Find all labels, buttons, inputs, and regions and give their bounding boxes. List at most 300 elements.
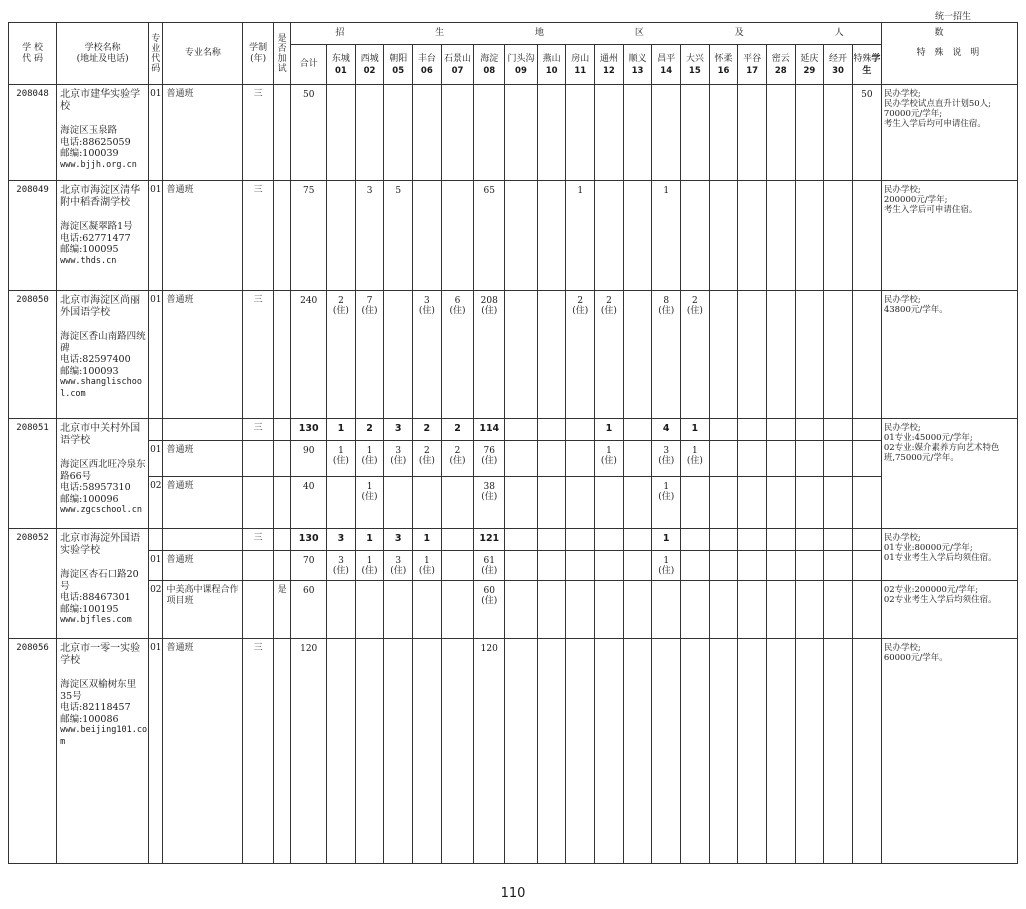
district-02 — [355, 85, 384, 181]
district-30 — [824, 551, 853, 581]
district-15-lodging: (住) — [686, 456, 703, 466]
district-name: 顺义 — [628, 53, 647, 64]
district-name: 门头沟 — [507, 53, 535, 64]
district-name: 燕山 — [542, 53, 561, 64]
district-02-value: 1 — [366, 446, 373, 456]
header-extra-test — [273, 23, 290, 85]
enroll-title-text: 招 生 地 区 及 人 数 — [335, 28, 988, 38]
school-website: www.beijing101.com — [60, 725, 148, 747]
major-name: 普通班 — [163, 181, 243, 291]
district-08-lodging: (住) — [481, 596, 498, 606]
note-line: 43800元/学年。 — [883, 305, 948, 315]
duration: 三 — [243, 639, 274, 864]
special-students — [852, 419, 881, 441]
header-extra-test-line: 是 — [277, 33, 287, 44]
district-09 — [505, 181, 538, 291]
summary-district-16 — [709, 419, 738, 441]
school-phone: 电话:58957310 — [60, 482, 131, 493]
district-14-value: 1 — [663, 556, 670, 566]
header-school-code-line: 学 校 — [22, 42, 43, 53]
district-30 — [824, 477, 853, 529]
district-15 — [681, 639, 710, 864]
summary-district-09 — [505, 529, 538, 551]
district-17 — [738, 551, 767, 581]
school-address: 海淀区玉泉路 — [60, 125, 118, 136]
school-website: www.bjfles.com — [60, 615, 132, 625]
district-12-lodging: (住) — [600, 306, 617, 316]
extra-test — [273, 291, 290, 419]
district-name: 朝阳 — [389, 53, 408, 64]
enrollment-table — [8, 22, 1018, 864]
summary-district-09 — [505, 419, 538, 441]
district-28 — [766, 581, 795, 639]
summary-district-28 — [766, 529, 795, 551]
district-15-value: 2 — [691, 296, 698, 306]
district-11 — [566, 85, 595, 181]
duration — [243, 551, 274, 581]
note-line: 民办学校试点直升计划50人; — [883, 99, 991, 109]
district-12 — [595, 181, 624, 291]
header-district-02 — [355, 45, 384, 85]
district-11: 1 — [566, 181, 595, 291]
district-01 — [327, 581, 356, 639]
district-06-lodging: (住) — [418, 456, 435, 466]
duration: 三 — [243, 419, 274, 441]
summary-district-28 — [766, 419, 795, 441]
district-name: 西城 — [360, 53, 379, 64]
district-09 — [505, 291, 538, 419]
district-08: 65 — [474, 181, 505, 291]
district-28 — [766, 291, 795, 419]
note-line: 70000元/学年; — [883, 109, 943, 119]
district-06 — [413, 551, 442, 581]
district-09 — [505, 639, 538, 864]
district-09 — [505, 581, 538, 639]
header-district-16 — [709, 45, 738, 85]
summary-district-06: 2 — [413, 419, 442, 441]
district-05 — [384, 551, 413, 581]
note-line: 02专业:媒介素养方向艺术特色班,75000元/学年。 — [883, 443, 1000, 463]
district-code: 05 — [392, 65, 405, 76]
district-02 — [355, 477, 384, 529]
district-code: 12 — [603, 65, 615, 76]
major-total: 75 — [291, 181, 327, 291]
header-extra-test-line: 否 — [277, 43, 287, 54]
district-01-value: 3 — [338, 556, 344, 566]
district-07-lodging: (住) — [449, 456, 466, 466]
district-07 — [441, 291, 474, 419]
summary-district-02: 2 — [355, 419, 384, 441]
district-10 — [537, 85, 566, 181]
district-14 — [652, 581, 681, 639]
district-29 — [795, 181, 824, 291]
note-line: 民办学校; — [883, 89, 921, 99]
special-students — [852, 639, 881, 864]
district-08-value: 76 — [483, 446, 495, 456]
district-29 — [795, 291, 824, 419]
district-15 — [681, 477, 710, 529]
district-12 — [595, 441, 624, 477]
header-duration-line: (年) — [250, 53, 267, 64]
major-name: 普通班 — [163, 639, 243, 864]
district-09 — [505, 85, 538, 181]
summary-district-02: 1 — [355, 529, 384, 551]
note-line: 民办学校; — [883, 295, 921, 305]
summary-district-01: 1 — [327, 419, 356, 441]
district-11 — [566, 441, 595, 477]
district-30 — [824, 85, 853, 181]
district-29 — [795, 441, 824, 477]
district-30 — [824, 291, 853, 419]
major-name: 普通班 — [163, 551, 243, 581]
special-notes-cell — [881, 181, 1017, 291]
extra-test — [273, 85, 290, 181]
district-02-lodging: (住) — [361, 306, 378, 316]
summary-total: 130 — [291, 419, 327, 441]
summary-district-07: 2 — [441, 419, 474, 441]
school-info — [60, 459, 148, 517]
major-code: 01 — [149, 291, 163, 419]
district-06 — [413, 639, 442, 864]
special-students: 50 — [852, 85, 881, 181]
header-district-08 — [474, 45, 505, 85]
summary-district-10 — [537, 419, 566, 441]
district-11 — [566, 581, 595, 639]
school-phone: 电话:82118457 — [60, 702, 131, 713]
district-name: 海淀 — [480, 53, 499, 64]
header-major-code-line: 专 — [151, 33, 161, 44]
special-students — [852, 529, 881, 551]
major-name: 普通班 — [163, 291, 243, 419]
district-10 — [537, 551, 566, 581]
duration — [243, 441, 274, 477]
major-code: 01 — [149, 181, 163, 291]
district-05 — [384, 477, 413, 529]
summary-district-11 — [566, 419, 595, 441]
district-28 — [766, 477, 795, 529]
summary-district-06: 1 — [413, 529, 442, 551]
district-06-lodging: (住) — [418, 566, 435, 576]
district-code: 08 — [483, 65, 496, 76]
district-14 — [652, 639, 681, 864]
school-postcode: 邮编:100195 — [60, 603, 119, 615]
district-10 — [537, 291, 566, 419]
district-10 — [537, 639, 566, 864]
district-13 — [623, 291, 652, 419]
district-06 — [413, 291, 442, 419]
school-address: 海淀区杏石口路20号 — [60, 569, 139, 592]
district-06 — [413, 581, 442, 639]
note-line: 02专业:200000元/学年; — [883, 585, 979, 595]
header-enroll-title — [291, 23, 988, 45]
district-17 — [738, 441, 767, 477]
district-07 — [441, 181, 474, 291]
district-code: 16 — [717, 65, 730, 76]
summary-district-08: 114 — [474, 419, 505, 441]
note-line: 民办学校; — [883, 185, 921, 195]
district-12-value: 1 — [606, 446, 612, 456]
duration — [243, 581, 274, 639]
district-05 — [384, 291, 413, 419]
district-05 — [384, 441, 413, 477]
district-28 — [766, 85, 795, 181]
district-11-value: 2 — [577, 296, 584, 306]
district-05-value: 3 — [395, 556, 402, 566]
district-code: 17 — [746, 65, 759, 76]
district-code: 13 — [631, 65, 644, 76]
district-02 — [355, 639, 384, 864]
district-code: 15 — [688, 65, 701, 76]
note-line: 01专业考生入学后均须住宿。 — [883, 553, 997, 563]
major-total: 60 — [291, 581, 327, 639]
district-01 — [327, 441, 356, 477]
district-name: 东城 — [331, 53, 350, 64]
district-11 — [566, 477, 595, 529]
header-school-name-line: (地址及电话) — [76, 53, 129, 64]
district-09 — [505, 477, 538, 529]
district-29 — [795, 85, 824, 181]
district-28 — [766, 441, 795, 477]
major-total: 40 — [291, 477, 327, 529]
district-16 — [709, 441, 738, 477]
district-12-lodging: (住) — [600, 456, 617, 466]
page-number: 110 — [500, 886, 526, 901]
district-02 — [355, 551, 384, 581]
district-15-lodging: (住) — [686, 306, 703, 316]
district-09 — [505, 441, 538, 477]
summary-district-17 — [738, 419, 767, 441]
major-name: 普通班 — [163, 85, 243, 181]
major-name — [163, 419, 243, 441]
major-code — [149, 419, 163, 441]
note-line: 01专业:45000元/学年; — [883, 433, 973, 443]
note-line: 民办学校; — [883, 533, 921, 543]
district-11 — [566, 551, 595, 581]
school-name-cell — [57, 291, 149, 419]
district-name: 延庆 — [800, 53, 819, 64]
header-major-code-line: 代 — [151, 53, 161, 64]
school-info — [60, 569, 148, 627]
extra-test — [273, 477, 290, 529]
district-02-value: 7 — [366, 296, 373, 306]
district-code: 11 — [574, 65, 587, 76]
school-postcode: 邮编:100095 — [60, 244, 119, 255]
summary-district-14: 1 — [652, 529, 681, 551]
district-05 — [384, 581, 413, 639]
district-code: 06 — [420, 65, 433, 76]
district-17 — [738, 639, 767, 864]
district-01 — [327, 181, 356, 291]
district-code: 14 — [660, 65, 673, 76]
district-01-value: 2 — [338, 296, 344, 306]
district-14 — [652, 291, 681, 419]
header-district-05 — [384, 45, 413, 85]
district-05 — [384, 85, 413, 181]
district-17 — [738, 581, 767, 639]
district-06 — [413, 441, 442, 477]
header-school-code-line: 代 码 — [22, 53, 43, 64]
district-07 — [441, 477, 474, 529]
duration: 三 — [243, 291, 274, 419]
school-info — [60, 125, 148, 171]
school-website: www.zgcschool.cn — [60, 505, 142, 515]
extra-test — [273, 639, 290, 864]
corner-label: 统一招生 — [935, 12, 972, 22]
district-01-lodging: (住) — [332, 306, 349, 316]
school-code: 208056 — [9, 639, 57, 864]
header-district-10 — [537, 45, 566, 85]
summary-district-11 — [566, 529, 595, 551]
district-08-lodging: (住) — [481, 566, 498, 576]
district-11-lodging: (住) — [572, 306, 589, 316]
district-13 — [623, 441, 652, 477]
district-17 — [738, 477, 767, 529]
header-school-name-line: 学校名称 — [84, 42, 121, 53]
district-name: 丰台 — [417, 53, 436, 64]
district-01-lodging: (住) — [332, 456, 349, 466]
district-10 — [537, 181, 566, 291]
note-line: 60000元/学年。 — [883, 653, 948, 663]
district-14 — [652, 85, 681, 181]
district-12 — [595, 639, 624, 864]
district-11 — [566, 291, 595, 419]
major-total: 70 — [291, 551, 327, 581]
duration: 三 — [243, 529, 274, 551]
school-name-cell — [57, 85, 149, 181]
summary-district-15: 1 — [681, 419, 710, 441]
header-district-07 — [441, 45, 474, 85]
special-notes-cell — [881, 291, 1017, 419]
note-line: 02专业考生入学后均须住宿。 — [883, 595, 997, 605]
district-14 — [652, 441, 681, 477]
header-major-name: 专业名称 — [163, 23, 243, 85]
special-students — [852, 441, 881, 477]
district-06 — [413, 85, 442, 181]
major-code: 02 — [149, 581, 163, 639]
school-name: 北京市中关村外国语学校 — [60, 423, 141, 446]
district-30 — [824, 581, 853, 639]
district-01 — [327, 477, 356, 529]
district-13 — [623, 181, 652, 291]
district-28 — [766, 551, 795, 581]
special-students — [852, 291, 881, 419]
school-phone: 电话:88467301 — [60, 592, 131, 603]
school-code: 208050 — [9, 291, 57, 419]
district-code: 01 — [335, 65, 347, 76]
district-02-value: 1 — [366, 482, 373, 492]
district-16 — [709, 639, 738, 864]
special-notes-cell — [881, 419, 1017, 529]
district-29 — [795, 477, 824, 529]
major-code: 01 — [149, 441, 163, 477]
school-postcode: 邮编:100039 — [60, 148, 119, 159]
district-17 — [738, 291, 767, 419]
district-13 — [623, 85, 652, 181]
district-15 — [681, 181, 710, 291]
special-line special-bold: 学生 — [862, 53, 881, 76]
district-01 — [327, 291, 356, 419]
district-05: 5 — [384, 181, 413, 291]
major-code: 01 — [149, 639, 163, 864]
school-name: 北京市建华实验学校 — [60, 89, 141, 112]
special-students — [852, 581, 881, 639]
major-code — [149, 529, 163, 551]
summary-district-14: 4 — [652, 419, 681, 441]
school-address: 海淀区凝翠路1号 — [60, 221, 133, 232]
district-10 — [537, 581, 566, 639]
district-15 — [681, 85, 710, 181]
note-line: 01专业:80000元/学年; — [883, 543, 973, 553]
district-02-lodging: (住) — [361, 456, 378, 466]
special-students — [852, 551, 881, 581]
school-info — [60, 331, 148, 400]
summary-district-30 — [824, 419, 853, 441]
district-01-lodging: (住) — [332, 566, 349, 576]
district-06-value: 2 — [423, 446, 430, 456]
district-13 — [623, 639, 652, 864]
duration — [243, 477, 274, 529]
district-16 — [709, 581, 738, 639]
district-code: 28 — [774, 65, 787, 76]
school-name: 北京市海淀区尚丽外国语学校 — [60, 295, 141, 318]
district-02-lodging: (住) — [361, 492, 378, 502]
district-28 — [766, 639, 795, 864]
school-address: 海淀区双榆树东里35号 — [60, 679, 137, 702]
extra-test — [273, 551, 290, 581]
district-name: 通州 — [599, 53, 618, 64]
district-06-value: 3 — [423, 296, 430, 306]
header-district-29 — [795, 45, 824, 85]
summary-district-17 — [738, 529, 767, 551]
district-02 — [355, 291, 384, 419]
school-info — [60, 221, 148, 267]
header-district-01 — [327, 45, 356, 85]
summary-district-13 — [623, 419, 652, 441]
school-name-cell — [57, 181, 149, 291]
district-08-value: 61 — [483, 556, 495, 566]
summary-district-10 — [537, 529, 566, 551]
note-line: 民办学校; — [883, 423, 921, 433]
note-line: 考生入学后可申请住宿。 — [883, 205, 978, 215]
header-district-12 — [595, 45, 624, 85]
district-01 — [327, 639, 356, 864]
summary-district-12 — [595, 529, 624, 551]
district-14-lodging: (住) — [658, 306, 675, 316]
major-name: 普通班 — [163, 441, 243, 477]
summary-district-12: 1 — [595, 419, 624, 441]
duration: 三 — [243, 85, 274, 181]
header-school-code — [9, 23, 57, 85]
district-08 — [474, 551, 505, 581]
summary-district-05: 3 — [384, 419, 413, 441]
district-08-lodging: (住) — [481, 306, 498, 316]
summary-district-08: 121 — [474, 529, 505, 551]
header-special-notes: 特 殊 说 明 — [881, 23, 1017, 85]
school-name-cell — [57, 529, 149, 639]
district-05-value: 3 — [395, 446, 402, 456]
school-info — [60, 679, 148, 748]
summary-total: 130 — [291, 529, 327, 551]
district-16 — [709, 551, 738, 581]
district-05-lodging: (住) — [390, 456, 407, 466]
district-code: 29 — [803, 65, 816, 76]
header-district-15 — [681, 45, 710, 85]
major-code: 02 — [149, 477, 163, 529]
special-students — [852, 477, 881, 529]
header-district-06 — [413, 45, 442, 85]
district-name: 密云 — [771, 53, 790, 64]
district-07-value: 6 — [454, 296, 461, 306]
